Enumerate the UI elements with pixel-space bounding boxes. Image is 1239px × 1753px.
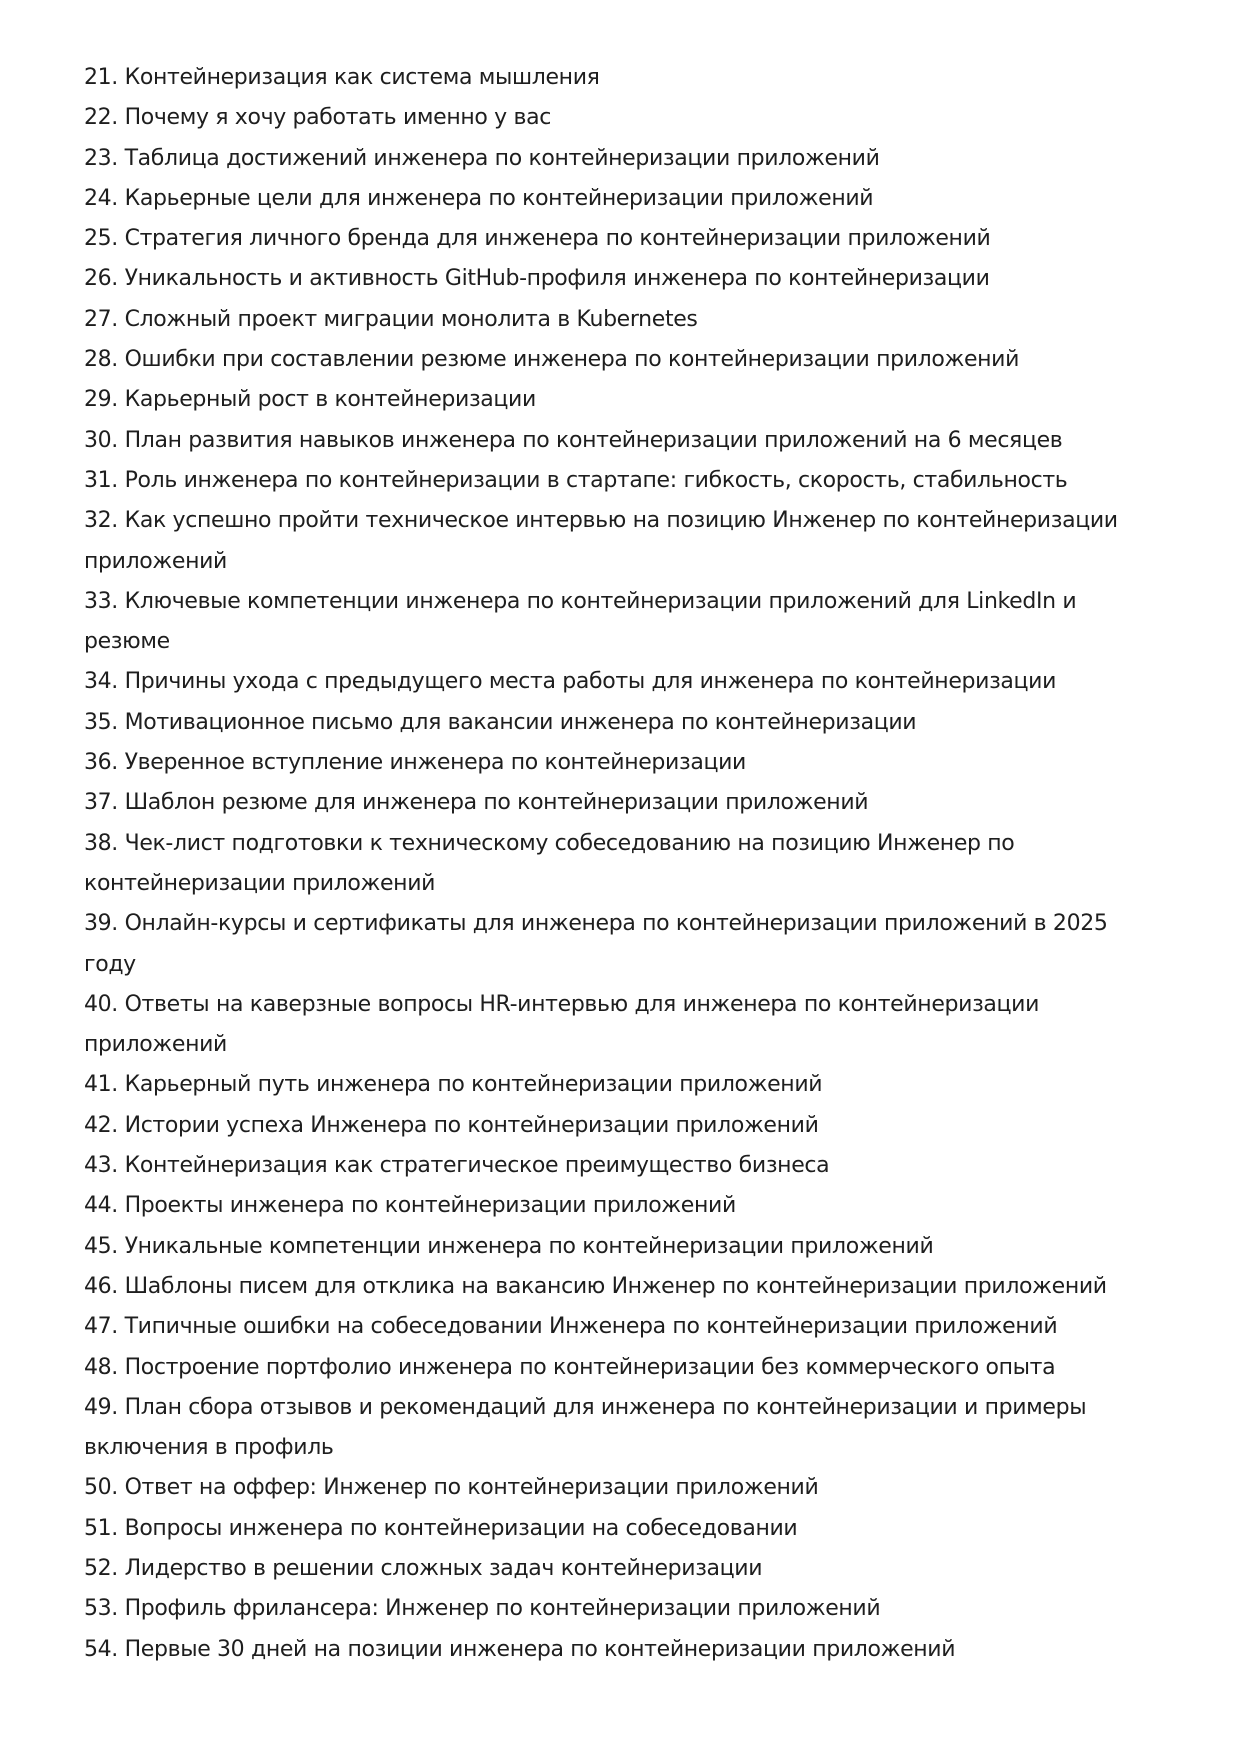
list-item: 46. Шаблоны писем для отклика на вакансию Инженер по контейнеризации приложений bbox=[84, 1273, 1107, 1299]
list-item: 50. Ответ на оффер: Инженер по контейнеризации приложений bbox=[84, 1475, 819, 1501]
list-item: 42. Истории успеха Инженера по контейнеризации приложений bbox=[84, 1112, 819, 1138]
list-item: 30. План развития навыков инженера по контейнеризации приложений на 6 месяцев bbox=[84, 427, 1063, 453]
list-item: 48. Построение портфолио инженера по контейнеризации без коммерческого опыта bbox=[84, 1354, 1056, 1380]
list-item: 21. Контейнеризация как система мышления bbox=[84, 65, 600, 90]
list-item: 33. Ключевые компетенции инженера по контейнеризации приложений для LinkedIn и резюме bbox=[84, 588, 1077, 655]
list-item: 31. Роль инженера по контейнеризации в стартапе: гибкость, скорость, стабильность bbox=[84, 467, 1068, 493]
list-item: 43. Контейнеризация как стратегическое преимущество бизнеса bbox=[84, 1153, 830, 1179]
list-item: 38. Чек-лист подготовки к техническому собеседованию на позицию Инженер по контейнеризации приложений bbox=[84, 830, 1015, 896]
list-item: 54. Первые 30 дней на позиции инженера по контейнеризации приложений bbox=[84, 1636, 956, 1662]
list-item: 41. Карьерный путь инженера по контейнеризации приложений bbox=[84, 1072, 823, 1098]
list-item: 29. Карьерный рост в контейнеризации bbox=[84, 387, 536, 413]
list-item: 52. Лидерство в решении сложных задач контейнеризации bbox=[84, 1555, 763, 1581]
list-item: 24. Карьерные цели для инженера по контейнеризации приложений bbox=[84, 185, 874, 211]
list-item: 34. Причины ухода с предыдущего места работы для инженера по контейнеризации bbox=[84, 669, 1057, 695]
list-item: 35. Мотивационное письмо для вакансии инженера по контейнеризации bbox=[84, 709, 917, 735]
list-item: 53. Профиль фрилансера: Инженер по контейнеризации приложений bbox=[84, 1596, 881, 1622]
list-item: 47. Типичные ошибки на собеседовании Инженера по контейнеризации приложений bbox=[84, 1314, 1058, 1340]
list-item: 44. Проекты инженера по контейнеризации приложений bbox=[84, 1193, 736, 1219]
list-item: 51. Вопросы инженера по контейнеризации на собеседовании bbox=[84, 1515, 798, 1541]
list-item: 26. Уникальность и активность GitHub-профиля инженера по контейнеризации bbox=[84, 266, 990, 292]
list-item: 27. Сложный проект миграции монолита в Kubernetes bbox=[84, 306, 698, 332]
list-item: 40. Ответы на каверзные вопросы HR-интервью для инженера по контейнеризации приложений bbox=[84, 991, 1040, 1058]
list-item: 32. Как успешно пройти техническое интервью на позицию Инженер по контейнеризации приложений bbox=[84, 508, 1118, 574]
list-item: 28. Ошибки при составлении резюме инженера по контейнеризации приложений bbox=[84, 347, 1020, 373]
list-item: 22. Почему я хочу работать именно у вас bbox=[84, 105, 551, 131]
list-item: 36. Уверенное вступление инженера по контейнеризации bbox=[84, 750, 746, 776]
list-item: 45. Уникальные компетенции инженера по контейнеризации приложений bbox=[84, 1233, 934, 1259]
list-item: 49. План сбора отзывов и рекомендаций для инженера по контейнеризации и примеры включения в профиль bbox=[84, 1394, 1087, 1461]
list-item: 23. Таблица достижений инженера по контейнеризации приложений bbox=[84, 145, 880, 171]
list-item: 39. Онлайн-курсы и сертификаты для инженера по контейнеризации приложений в 2025 году bbox=[84, 911, 1108, 977]
list-item: 37. Шаблон резюме для инженера по контейнеризации приложений bbox=[84, 790, 869, 816]
contents-list bbox=[84, 58, 1164, 1670]
document-page bbox=[84, 58, 1164, 1670]
list-item: 25. Стратегия личного бренда для инженера по контейнеризации приложений bbox=[84, 226, 991, 252]
